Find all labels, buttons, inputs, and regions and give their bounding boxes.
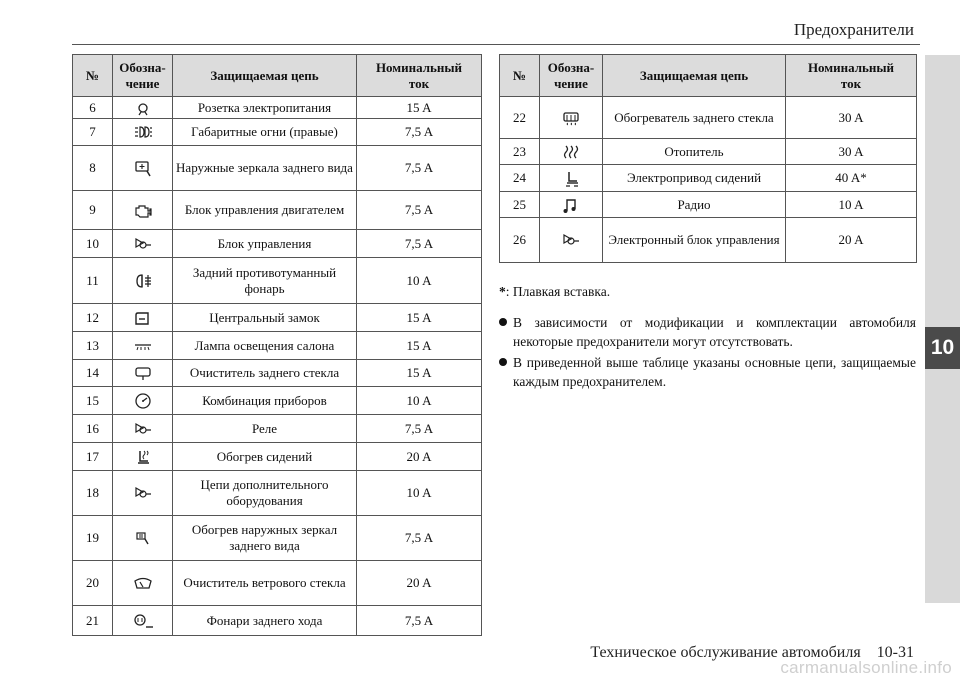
- col-header-circuit: Защищаемая цепь: [603, 55, 786, 97]
- fuse-rating: 15 A: [357, 332, 482, 360]
- fuse-rating: 15 A: [357, 97, 482, 119]
- fuse-rating: 30 A: [786, 97, 917, 139]
- table-row: [73, 304, 482, 332]
- col-header-rating: Номинальный ток: [357, 55, 482, 97]
- fuse-number: 12: [73, 304, 113, 332]
- table-row: [73, 516, 482, 561]
- engine-icon: [113, 191, 173, 230]
- table-row: [73, 230, 482, 258]
- col-header-circuit: Защищаемая цепь: [173, 55, 357, 97]
- fuse-number: 20: [73, 561, 113, 606]
- fuse-number: 17: [73, 443, 113, 471]
- fuse-number: 15: [73, 387, 113, 415]
- fuse-rating: 7,5 A: [357, 415, 482, 443]
- front-wiper-icon: [113, 561, 173, 606]
- reversing-light-icon: [113, 606, 173, 636]
- page-footer: Техническое обслуживание автомобиля 10-31: [590, 644, 914, 661]
- power-seat-icon: [540, 165, 603, 192]
- protected-circuit: Блок управления двигателем: [173, 191, 357, 230]
- protected-circuit: Отопитель: [603, 139, 786, 165]
- fuse-number: 9: [73, 191, 113, 230]
- option-icon: [113, 471, 173, 516]
- fuse-rating: 7,5 A: [357, 606, 482, 636]
- protected-circuit: Фонари заднего хода: [173, 606, 357, 636]
- fuse-rating: 20 A: [786, 218, 917, 263]
- table-row: [500, 192, 917, 218]
- fuse-rating: 40 A*: [786, 165, 917, 192]
- col-header-symbol: Обозна- чение: [540, 55, 603, 97]
- fuse-rating: 10 A: [357, 387, 482, 415]
- table-row: [500, 218, 917, 263]
- protected-circuit: Обогреватель заднего стекла: [603, 97, 786, 139]
- bullet-text: В приведенной выше таблице указаны основные цепи, защищаемые каждым предохранителем.: [513, 355, 916, 389]
- protected-circuit: Реле: [173, 415, 357, 443]
- table-row: [73, 191, 482, 230]
- protected-circuit: Электропривод сидений: [603, 165, 786, 192]
- heater-icon: [540, 139, 603, 165]
- fuse-number: 23: [500, 139, 540, 165]
- fuse-rating: 10 A: [357, 471, 482, 516]
- col-header-number: №: [73, 55, 113, 97]
- protected-circuit: Наружные зеркала заднего вида: [173, 146, 357, 191]
- table-row: [73, 97, 482, 119]
- page-header-title: Предохранители: [793, 20, 914, 39]
- fuse-rating: 30 A: [786, 139, 917, 165]
- table-row: [73, 606, 482, 636]
- protected-circuit: Центральный замок: [173, 304, 357, 332]
- fuse-number: 26: [500, 218, 540, 263]
- fuse-number: 22: [500, 97, 540, 139]
- protected-circuit: Задний противотуманный фонарь: [173, 258, 357, 304]
- table-row: [73, 387, 482, 415]
- table-row: [500, 139, 917, 165]
- fuse-rating: 15 A: [357, 304, 482, 332]
- fuse-rating: 20 A: [357, 561, 482, 606]
- header-divider: [72, 44, 920, 45]
- fuse-number: 21: [73, 606, 113, 636]
- fuse-number: 11: [73, 258, 113, 304]
- fuse-rating: 20 A: [357, 443, 482, 471]
- protected-circuit: Радио: [603, 192, 786, 218]
- protected-circuit: Комбинация приборов: [173, 387, 357, 415]
- rear-defogger-icon: [540, 97, 603, 139]
- footnote-text: : Плавкая вставка.: [505, 284, 611, 299]
- fuse-number: 6: [73, 97, 113, 119]
- col-header-number: №: [500, 55, 540, 97]
- protected-circuit: Очиститель ветрового стекла: [173, 561, 357, 606]
- protected-circuit: Блок управления: [173, 230, 357, 258]
- protected-circuit: Обогрев наружных зеркал заднего вида: [173, 516, 357, 561]
- electronic-unit-icon: [540, 218, 603, 263]
- fuse-table-left: [72, 54, 482, 636]
- protected-circuit: Обогрев сидений: [173, 443, 357, 471]
- notes-section: [499, 282, 916, 393]
- fuse-rating: 15 A: [357, 360, 482, 387]
- fuse-number: 8: [73, 146, 113, 191]
- table-header-row: [500, 55, 917, 97]
- mirror-icon: [113, 146, 173, 191]
- seat-heater-icon: [113, 443, 173, 471]
- fuse-number: 19: [73, 516, 113, 561]
- bullet-icon: [499, 318, 507, 326]
- table-row: [73, 415, 482, 443]
- bullet-icon: [499, 358, 507, 366]
- chapter-number-badge: 10: [925, 327, 960, 369]
- table-row: [73, 443, 482, 471]
- table-row: [500, 97, 917, 139]
- table-row: [73, 471, 482, 516]
- position-light-icon: [113, 119, 173, 146]
- fuse-rating: 7,5 A: [357, 230, 482, 258]
- fuse-number: 7: [73, 119, 113, 146]
- footnote-star: *: [499, 284, 506, 299]
- fuse-number: 25: [500, 192, 540, 218]
- rear-fog-light-icon: [113, 258, 173, 304]
- fuse-rating: 7,5 A: [357, 516, 482, 561]
- protected-circuit: Габаритные огни (правые): [173, 119, 357, 146]
- protected-circuit: Цепи дополнительного оборудования: [173, 471, 357, 516]
- footnote: [499, 282, 916, 301]
- table-row: [73, 119, 482, 146]
- fuse-table-right: [499, 54, 917, 263]
- fuse-number: 10: [73, 230, 113, 258]
- meter-icon: [113, 387, 173, 415]
- list-item: [499, 313, 916, 351]
- mirror-heater-icon: [113, 516, 173, 561]
- protected-circuit: Электронный блок управления: [603, 218, 786, 263]
- fuse-rating: 10 A: [786, 192, 917, 218]
- radio-icon: [540, 192, 603, 218]
- fuse-number: 16: [73, 415, 113, 443]
- rear-wiper-icon: [113, 360, 173, 387]
- fuse-rating: 7,5 A: [357, 146, 482, 191]
- fuse-rating: 7,5 A: [357, 119, 482, 146]
- fuse-number: 18: [73, 471, 113, 516]
- interior-lamp-icon: [113, 332, 173, 360]
- table-header-row: [73, 55, 482, 97]
- table-row: [73, 258, 482, 304]
- protected-circuit: Розетка электропитания: [173, 97, 357, 119]
- col-header-rating: Номинальный ток: [786, 55, 917, 97]
- fuse-number: 24: [500, 165, 540, 192]
- protected-circuit: Лампа освещения салона: [173, 332, 357, 360]
- table-row: [73, 146, 482, 191]
- table-row: [73, 332, 482, 360]
- control-unit-icon: [113, 230, 173, 258]
- relay-icon: [113, 415, 173, 443]
- fuse-rating: 10 A: [357, 258, 482, 304]
- table-row: [500, 165, 917, 192]
- watermark: carmanualsonline.info: [780, 658, 952, 677]
- door-lock-icon: [113, 304, 173, 332]
- list-item: [499, 353, 916, 391]
- fuse-rating: 7,5 A: [357, 191, 482, 230]
- fuse-number: 13: [73, 332, 113, 360]
- fuse-number: 14: [73, 360, 113, 387]
- col-header-symbol: Обозна- чение: [113, 55, 173, 97]
- socket-icon: [113, 97, 173, 119]
- table-row: [73, 561, 482, 606]
- table-row: [73, 360, 482, 387]
- bullet-text: В зависимости от модификации и комплектации автомобиля некоторые предохранители могут отсутствовать.: [513, 315, 916, 349]
- protected-circuit: Очиститель заднего стекла: [173, 360, 357, 387]
